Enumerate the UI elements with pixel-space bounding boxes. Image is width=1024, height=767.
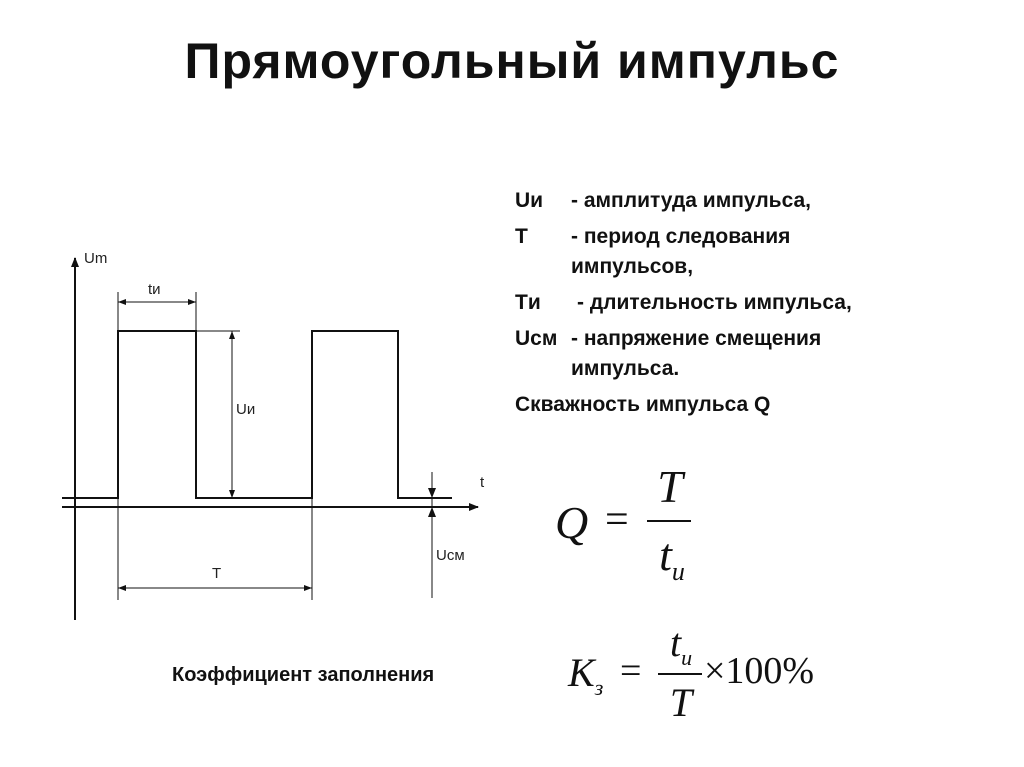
definition-offset bbox=[515, 324, 1015, 384]
fill-factor-numerator bbox=[656, 619, 706, 671]
duty-cycle-heading: Скважность импульса Q bbox=[515, 393, 771, 416]
formula-q-lhs: Q bbox=[555, 497, 589, 548]
duty-cycle-formula bbox=[555, 461, 695, 595]
definition-text: - длительность импульса, bbox=[577, 291, 852, 314]
definition-period bbox=[515, 222, 1015, 282]
formula-q-denominator-sub: и bbox=[671, 557, 685, 587]
fill-factor-multiplier: ×100% bbox=[704, 650, 815, 692]
offset-arrow-bottom bbox=[428, 507, 436, 517]
fill-factor-label: Коэффициент заполнения bbox=[172, 664, 435, 686]
offset-label: Uсм bbox=[436, 547, 465, 564]
pulse-waveform bbox=[62, 331, 452, 498]
amplitude-label: Uи bbox=[236, 401, 256, 418]
offset-arrow-top bbox=[428, 488, 436, 498]
definition-symbol: Uсм bbox=[515, 327, 558, 350]
y-axis-label: Um bbox=[84, 250, 108, 267]
period-label: T bbox=[212, 565, 222, 582]
formula-q-fraction-bar bbox=[647, 520, 691, 522]
fill-factor-numerator-sub: и bbox=[681, 645, 693, 670]
definition-symbol: Tи bbox=[515, 291, 541, 314]
definition-duration bbox=[515, 288, 1015, 318]
x-axis-label: t bbox=[480, 474, 485, 491]
formula-q-denominator bbox=[647, 528, 697, 587]
fill-factor-fraction-bar bbox=[658, 673, 702, 675]
fill-factor-lhs bbox=[568, 649, 603, 701]
fill-factor-equals: = bbox=[620, 650, 642, 692]
pulse-width-label: tи bbox=[148, 281, 161, 298]
definitions-list bbox=[515, 186, 1015, 426]
definition-symbol: Uи bbox=[515, 189, 544, 212]
fill-factor-numerator-base: t bbox=[669, 620, 682, 665]
definition-amplitude bbox=[515, 186, 1015, 216]
page-title: Прямоугольный импульс bbox=[184, 33, 840, 89]
fill-factor-lhs-sub: з bbox=[594, 675, 604, 700]
fill-factor-formula bbox=[568, 620, 848, 730]
definition-text: - напряжение смещения импульса. bbox=[571, 327, 822, 380]
formula-q-equals: = bbox=[605, 497, 629, 543]
formula-q-numerator: T bbox=[657, 461, 683, 512]
definition-text: - амплитуда импульса, bbox=[571, 189, 812, 212]
definition-symbol: T bbox=[515, 225, 528, 248]
definition-text: - период следования импульсов, bbox=[571, 225, 791, 278]
fill-factor-denominator: T bbox=[669, 680, 693, 725]
fill-factor-lhs-base: K bbox=[568, 650, 595, 695]
formula-q-denominator-base: t bbox=[659, 529, 672, 580]
